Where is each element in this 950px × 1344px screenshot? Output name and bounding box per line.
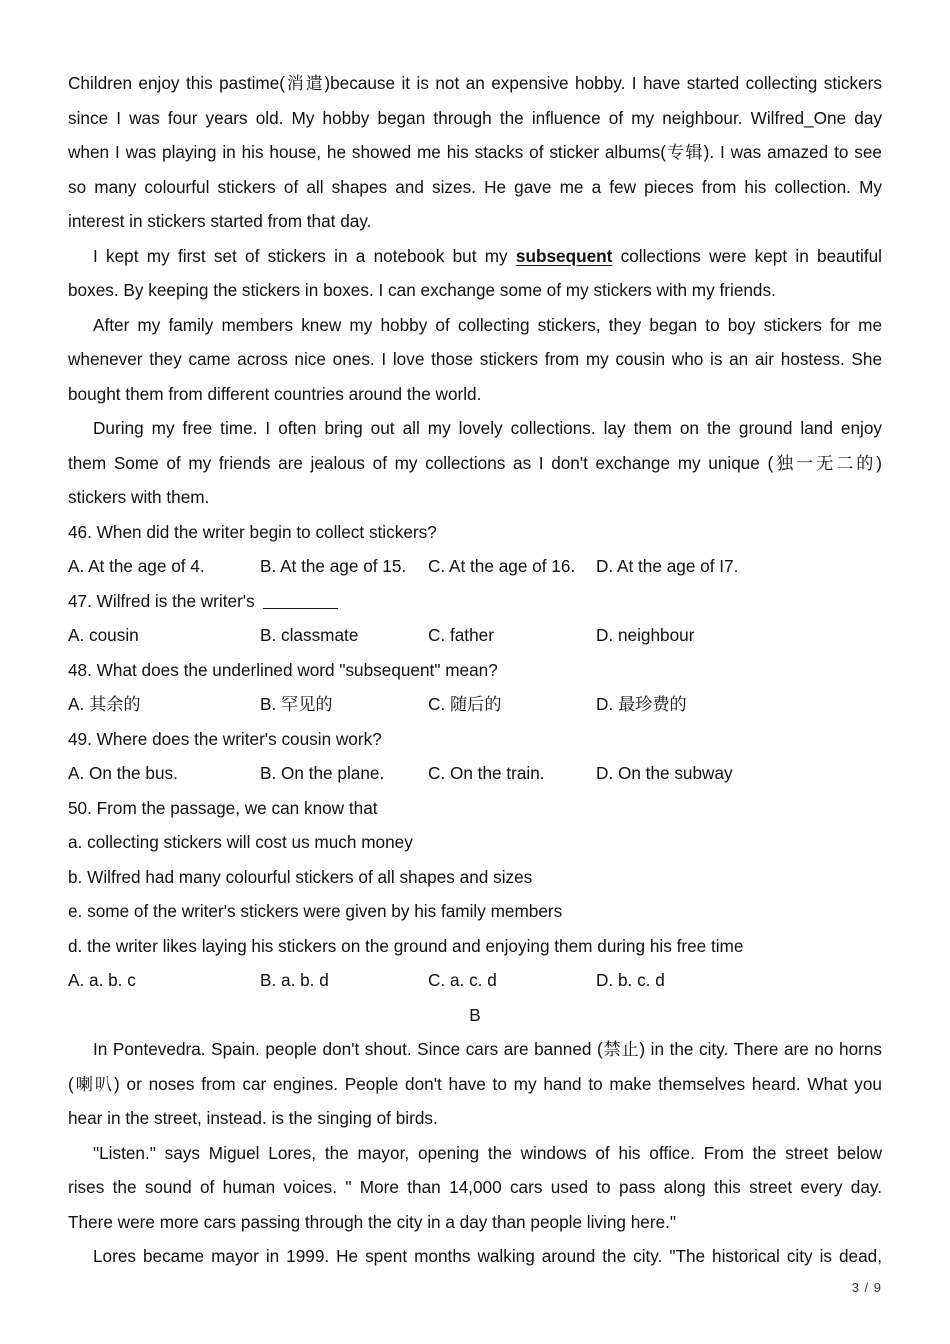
- question-label: 47. Wilfred is the writer's: [68, 590, 255, 611]
- text-line: whenever they came across nice ones. I love those stickers from my cousin who is an air hostess. She: [68, 349, 882, 369]
- document-page: [68, 66, 882, 1274]
- text-line: when I was playing in his house, he showed me his stacks of sticker albums(专辑). I was amazed to see: [68, 142, 882, 162]
- option-a: A. On the bus.: [68, 763, 178, 783]
- question-text: [68, 584, 882, 619]
- option-a: A. cousin: [68, 625, 139, 645]
- statement: a. collecting stickers will cost us much money: [68, 832, 413, 852]
- option-b: B. 罕见的: [260, 694, 333, 714]
- text-line: After my family members knew my hobby of collecting stickers, they began to boy stickers for me: [93, 314, 882, 335]
- question-48: [68, 653, 882, 722]
- underlined-word: subsequent: [515, 245, 613, 266]
- answer-blank: [263, 590, 338, 609]
- option-a: A. a. b. c: [68, 970, 136, 990]
- options-row: [68, 963, 882, 998]
- text-line: hear in the street, instead. is the singing of birds.: [68, 1108, 438, 1128]
- option-d: D. b. c. d: [596, 970, 665, 990]
- text-line: so many colourful stickers of all shapes and sizes. He gave me a few pieces from his collection. My: [68, 176, 882, 197]
- section-heading: B: [469, 1004, 481, 1025]
- text-line: [68, 239, 882, 274]
- option-d: D. neighbour: [596, 625, 695, 645]
- option-c: C. At the age of 16.: [428, 556, 576, 576]
- options-row: [68, 756, 882, 791]
- text-line: During my free time. I often bring out all my lovely collections. lay them on the ground land enjoy: [93, 418, 882, 438]
- statement: e. some of the writer's stickers were given by his family members: [68, 901, 563, 921]
- option-d: D. On the subway: [596, 763, 733, 783]
- text-line: bought them from different countries around the world.: [68, 383, 482, 404]
- passage-a-paragraph-1: [68, 66, 882, 239]
- question-47: [68, 584, 882, 653]
- option-b: B. At the age of 15.: [260, 556, 407, 576]
- options-row: [68, 549, 882, 584]
- passage-a-paragraph-3: [68, 308, 882, 412]
- option-a: A. 其余的: [68, 694, 141, 714]
- text-line: boxes. By keeping the stickers in boxes. I can exchange some of my stickers with my friends.: [68, 280, 776, 300]
- question-46: [68, 515, 882, 584]
- text-segment: I kept my first set of stickers in a notebook but my: [93, 245, 508, 266]
- option-b: B. classmate: [260, 625, 359, 645]
- passage-a-paragraph-2: [68, 239, 882, 308]
- option-c: C. father: [428, 625, 494, 645]
- option-c: C. On the train.: [428, 763, 545, 783]
- text-line: stickers with them.: [68, 487, 210, 507]
- text-line: In Pontevedra. Spain. people don't shout. Since cars are banned (禁止) in the city. There are no horns: [93, 1039, 882, 1059]
- question-text: 49. Where does the writer's cousin work?: [68, 728, 382, 749]
- question-text: 48. What does the underlined word "subsequent" mean?: [68, 659, 498, 680]
- option-c: C. a. c. d: [428, 970, 497, 990]
- passage-b-paragraph-1: [68, 1032, 882, 1136]
- option-d: D. At the age of I7.: [596, 556, 739, 576]
- page-number: 3 / 9: [851, 1280, 882, 1295]
- passage-a-paragraph-4: [68, 411, 882, 515]
- text-line: Lores became mayor in 1999. He spent months walking around the city. "The historical city is dead,: [93, 1246, 882, 1266]
- text-line: There were more cars passing through the city in a day than people living here.": [68, 1211, 676, 1232]
- passage-b-paragraph-3: [68, 1239, 882, 1274]
- statement: d. the writer likes laying his stickers on the ground and enjoying them during his free time: [68, 935, 744, 956]
- question-text: 46. When did the writer begin to collect stickers?: [68, 521, 437, 542]
- text-line: rises the sound of human voices. " More than 14,000 cars used to pass along this street every day.: [68, 1177, 882, 1197]
- text-segment: collections were kept in beautiful: [620, 245, 882, 266]
- question-50: [68, 791, 882, 998]
- passage-b-paragraph-2: [68, 1136, 882, 1240]
- option-a: A. At the age of 4.: [68, 556, 205, 576]
- text-line: "Listen." says Miguel Lores, the mayor, opening the windows of his office. From the street below: [93, 1142, 882, 1163]
- text-line: Children enjoy this pastime(消遣)because it is not an expensive hobby. I have started collecting stickers: [68, 73, 882, 93]
- question-49: [68, 722, 882, 791]
- option-c: C. 随后的: [428, 694, 502, 714]
- option-b: B. On the plane.: [260, 763, 385, 783]
- statement: b. Wilfred had many colourful stickers of all shapes and sizes: [68, 866, 533, 887]
- text-line: interest in stickers started from that day.: [68, 211, 372, 231]
- text-line: them Some of my friends are jealous of my collections as I don't exchange my unique (独一无二的): [68, 452, 882, 473]
- question-text: 50. From the passage, we can know that: [68, 797, 378, 818]
- options-row: [68, 618, 882, 653]
- text-line: (喇叭) or noses from car engines. People don't have to my hand to make themselves heard. What you: [68, 1073, 882, 1094]
- option-d: D. 最珍费的: [596, 694, 687, 714]
- text-line: since I was four years old. My hobby began through the influence of my neighbour. Wilfred_One day: [68, 107, 882, 128]
- options-row: [68, 687, 882, 722]
- option-b: B. a. b. d: [260, 970, 329, 990]
